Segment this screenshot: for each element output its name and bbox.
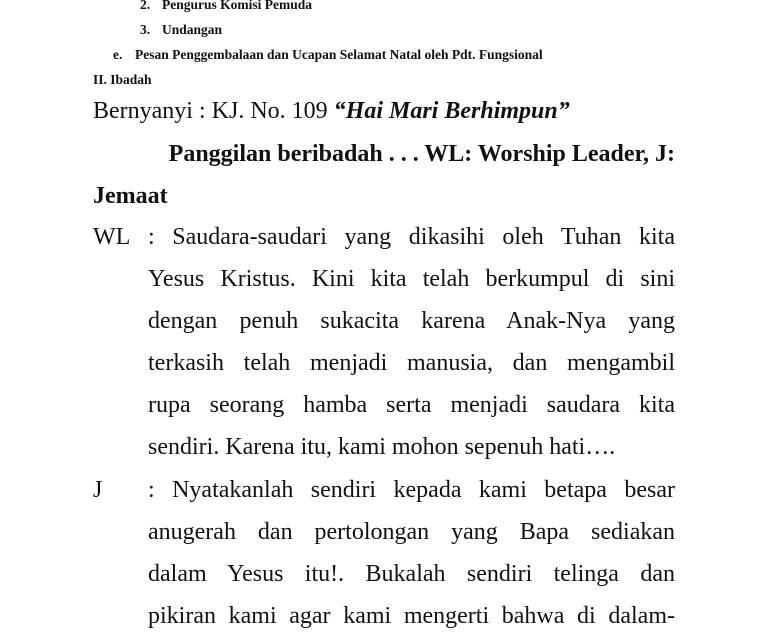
paragraph-line: sendiri. Karena itu, kami mohon sepenuh hati…. [148, 434, 616, 460]
paragraph-line: : Nyatakanlah sendiri kepada kami betapa besar [148, 477, 675, 503]
speaker-label-j: J [93, 477, 103, 503]
outline-item-e [113, 47, 543, 63]
hymn-prefix: Bernyanyi : KJ. No. 109 [93, 98, 334, 124]
paragraph-line: dengan penuh sukacita karena Anak-Nya yang [148, 308, 675, 334]
paragraph-line: rupa seorang hamba serta menjadi saudara kita [148, 392, 675, 418]
paragraph-line: anugerah dan pertolongan yang Bapa sediakan [148, 519, 675, 545]
outline-item-e-letter: e. [113, 47, 123, 62]
hymn-line [93, 96, 570, 126]
outline-item-2-number: 2. [140, 0, 151, 12]
paragraph-line: dalam Yesus itu!. Bukalah sendiri telinga dan [148, 561, 675, 587]
outline-item-3-text: Undangan [162, 22, 223, 37]
paragraph-line: : Saudara-saudari yang dikasihi oleh Tuhan kita [148, 224, 675, 250]
outline-item-2-text: Pengurus Komisi Pemuda [162, 0, 313, 12]
call-to-worship-line-1: Panggilan beribadah . . . WL: Worship Leader, J: [168, 141, 675, 167]
dialogue-paragraph-j [148, 469, 675, 637]
paragraph-line: pikiran kami agar kami mengerti bahwa di dalam- [148, 603, 675, 629]
hymn-title: “Hai Mari Berhimpun” [333, 98, 570, 124]
speaker-label-wl: WL [93, 224, 131, 250]
paragraph-line: Yesus Kristus. Kini kita telah berkumpul di sini [148, 266, 675, 292]
outline-item-3 [140, 22, 222, 38]
paragraph-line: terkasih telah menjadi manusia, dan mengambil [148, 350, 675, 376]
call-to-worship-line-2: Jemaat [93, 183, 168, 209]
outline-item-2 [140, 0, 312, 13]
section-heading: II. Ibadah [93, 72, 152, 87]
outline-item-3-number: 3. [140, 22, 151, 37]
outline-item-e-text: Pesan Penggembalaan dan Ucapan Selamat Natal oleh Pdt. Fungsional [135, 47, 543, 62]
dialogue-paragraph-wl [148, 216, 675, 468]
